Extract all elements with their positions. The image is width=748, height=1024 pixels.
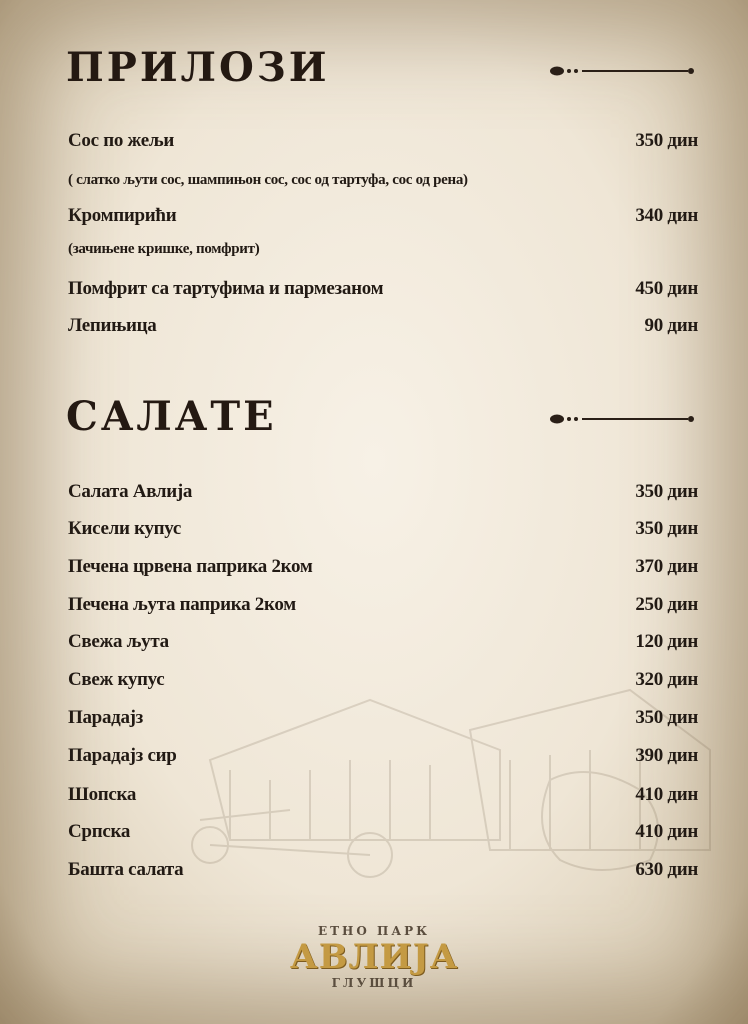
item-price: 350 дин <box>635 518 698 539</box>
menu-item-row <box>68 205 698 233</box>
item-name: Салата Авлија <box>68 481 193 502</box>
menu-item-row <box>68 130 698 158</box>
item-name: Печена црвена паприка 2ком <box>68 556 313 577</box>
item-price: 630 дин <box>635 859 698 880</box>
item-price: 320 дин <box>635 669 698 690</box>
section-title-prilozi: ПРИЛОЗИ <box>66 44 330 91</box>
item-name: Шопска <box>68 784 137 805</box>
item-name: Печена љута паприка 2ком <box>68 594 296 615</box>
item-name: Сос по жељи <box>68 130 175 151</box>
item-name: Свеж купус <box>68 669 165 690</box>
item-name: Српска <box>68 821 131 842</box>
item-price: 350 дин <box>635 481 698 502</box>
logo-bottom-text: ГЛУШЦИ <box>331 976 417 990</box>
item-name: Помфрит са тартуфима и пармезаном <box>68 278 384 299</box>
item-price: 350 дин <box>635 707 698 728</box>
menu-item-row <box>68 745 698 773</box>
menu-item-row <box>68 859 698 887</box>
menu-item-row <box>68 707 698 735</box>
section-title-salate: САЛАТЕ <box>66 393 277 440</box>
menu-item-row <box>68 669 698 697</box>
item-price: 450 дин <box>635 278 698 299</box>
logo-top-text: ЕТНО ПАРК <box>317 924 431 938</box>
ornament-divider <box>548 411 696 427</box>
item-note: ( слатко љути сос, шампињон сос, сос од тартуфа, сос од рена) <box>68 172 468 188</box>
menu-item-row <box>68 784 698 812</box>
item-price: 90 дин <box>644 315 698 336</box>
menu-item-row <box>68 481 698 509</box>
menu-item-row <box>68 278 698 306</box>
ornament-divider <box>548 63 696 79</box>
menu-item-row <box>68 556 698 584</box>
item-price: 350 дин <box>635 130 698 151</box>
item-name: Башта салата <box>68 859 184 880</box>
item-name: Лепињица <box>68 315 157 336</box>
etno-park-logo <box>290 924 458 990</box>
menu-item-row <box>68 594 698 622</box>
item-price: 390 дин <box>635 745 698 766</box>
menu-item-row <box>68 315 698 343</box>
item-name: Парадајз <box>68 707 144 728</box>
menu-item-row <box>68 821 698 849</box>
menu-item-row <box>68 518 698 546</box>
item-price: 250 дин <box>635 594 698 615</box>
item-name: Парадајз сир <box>68 745 177 766</box>
logo-main-text: АВЛИЈА <box>290 937 459 977</box>
item-price: 370 дин <box>635 556 698 577</box>
menu-item-row <box>68 631 698 659</box>
item-price: 410 дин <box>635 821 698 842</box>
item-name: Кисели купус <box>68 518 182 539</box>
item-price: 410 дин <box>635 784 698 805</box>
item-price: 120 дин <box>635 631 698 652</box>
item-name: Свежа љута <box>68 631 169 652</box>
item-note: (зачињене кришке, помфрит) <box>68 241 260 257</box>
item-name: Кромпирићи <box>68 205 177 226</box>
item-price: 340 дин <box>635 205 698 226</box>
